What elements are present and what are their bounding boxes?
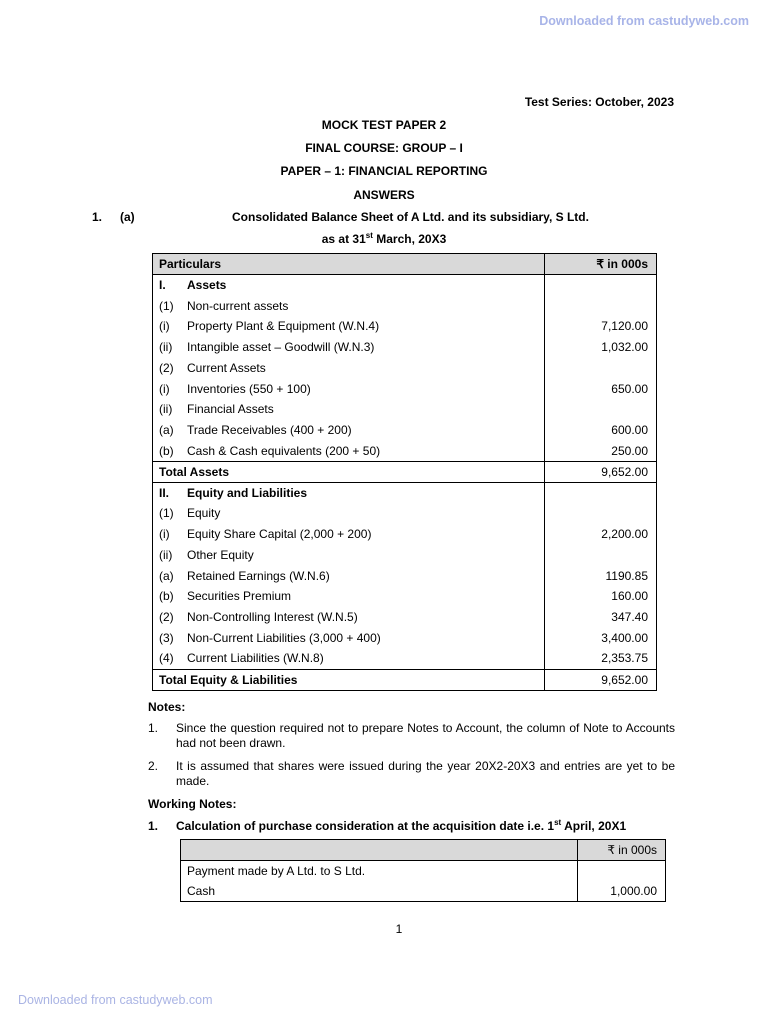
table-row [153, 482, 657, 503]
row-number: (3) [159, 630, 174, 645]
row-number: (1) [159, 506, 174, 521]
table-row [153, 420, 657, 441]
table-row [153, 316, 657, 337]
amount-header: ₹ in 000s [578, 840, 666, 861]
table-row [153, 358, 657, 379]
row-label: Current Assets [187, 360, 266, 375]
row-amount: 1,000.00 [578, 881, 666, 902]
row-amount: 2,200.00 [545, 524, 657, 545]
working-note-title-text: Calculation of purchase consideration at the acquisition date i.e. 1st April, 20X1 [176, 818, 627, 833]
page-number: 1 [395, 922, 403, 936]
row-number: (ii) [159, 340, 173, 355]
total-equity-liabilities-row [153, 669, 657, 690]
row-label: Equity [187, 506, 221, 521]
row-label: Trade Receivables (400 + 200) [187, 423, 352, 438]
row-amount [545, 275, 657, 296]
note-number: 1. [148, 721, 159, 735]
question-number: 1. [92, 210, 103, 224]
table-row [153, 441, 657, 462]
row-label: Payment made by A Ltd. to S Ltd. [181, 861, 578, 882]
row-label: Equity Share Capital (2,000 + 200) [187, 527, 372, 542]
table-row [153, 295, 657, 316]
table-header-row [181, 840, 666, 861]
row-label: Assets [187, 278, 227, 293]
row-amount: 600.00 [545, 420, 657, 441]
row-amount: 1,032.00 [545, 337, 657, 358]
table-row [153, 378, 657, 399]
watermark-top: Downloaded from castudyweb.com [539, 14, 749, 28]
course-title: FINAL COURSE: GROUP – I [305, 141, 463, 155]
row-amount [545, 482, 657, 503]
note-text: Since the question required not to prepare Notes to Account, the column of Note to Accounts had not been drawn. [176, 721, 675, 750]
note-item [148, 721, 675, 751]
amount-header: ₹ in 000s [545, 254, 657, 275]
row-amount: 2,353.75 [545, 648, 657, 669]
row-amount: 9,652.00 [545, 461, 657, 482]
table-row [153, 337, 657, 358]
question-subpart: (a) [120, 210, 135, 224]
note-number: 2. [148, 759, 159, 773]
row-label: Non-Current Liabilities (3,000 + 400) [187, 630, 381, 645]
row-amount: 347.40 [545, 607, 657, 628]
row-number: (a) [159, 423, 174, 438]
row-label: Non-current assets [187, 298, 289, 313]
balance-sheet-table [152, 253, 657, 691]
purchase-consideration-table [180, 839, 666, 902]
row-number: (i) [159, 381, 170, 396]
table-row [153, 648, 657, 669]
row-label: Total Equity & Liabilities [153, 669, 545, 690]
row-label: Cash [181, 881, 578, 902]
row-amount: 250.00 [545, 441, 657, 462]
row-number: (b) [159, 443, 174, 458]
table-row [153, 399, 657, 420]
row-amount: 650.00 [545, 378, 657, 399]
table-row [153, 607, 657, 628]
note-item [148, 759, 675, 789]
row-amount [545, 399, 657, 420]
row-label: Cash & Cash equivalents (200 + 50) [187, 443, 381, 458]
answers-heading: ANSWERS [353, 188, 415, 202]
test-series-label: Test Series: October, 2023 [524, 95, 674, 109]
row-label: Total Assets [153, 461, 545, 482]
row-number: (1) [159, 298, 174, 313]
particulars-header: Particulars [153, 254, 545, 275]
row-label: Intangible asset – Goodwill (W.N.3) [187, 340, 375, 355]
row-number: II. [159, 485, 170, 500]
watermark-bottom: Downloaded from castudyweb.com [18, 993, 213, 1007]
row-amount [578, 861, 666, 882]
row-amount: 9,652.00 [545, 669, 657, 690]
paper-subject: PAPER – 1: FINANCIAL REPORTING [280, 164, 488, 178]
row-number: (ii) [159, 402, 173, 417]
row-label: Inventories (550 + 100) [187, 381, 311, 396]
row-number: (i) [159, 319, 170, 334]
row-number: (i) [159, 527, 170, 542]
balance-sheet-date: as at 31st March, 20X3 [321, 231, 447, 246]
row-amount [545, 503, 657, 524]
table-row [153, 628, 657, 649]
row-label: Current Liabilities (W.N.8) [187, 651, 324, 666]
table-row [153, 565, 657, 586]
row-amount: 1190.85 [545, 565, 657, 586]
working-notes-heading: Working Notes: [148, 797, 237, 811]
row-number: (2) [159, 360, 174, 375]
row-number: (4) [159, 651, 174, 666]
row-number: (ii) [159, 547, 173, 562]
table-row [181, 881, 666, 902]
table-row [153, 503, 657, 524]
row-amount: 7,120.00 [545, 316, 657, 337]
row-label: Property Plant & Equipment (W.N.4) [187, 319, 380, 334]
row-amount [545, 358, 657, 379]
row-amount: 160.00 [545, 586, 657, 607]
paper-title: MOCK TEST PAPER 2 [321, 118, 447, 132]
particulars-header [181, 840, 578, 861]
row-number: (b) [159, 589, 174, 604]
row-amount [545, 295, 657, 316]
total-assets-row [153, 461, 657, 482]
table-header-row [153, 254, 657, 275]
table-row [153, 275, 657, 296]
table-row [153, 524, 657, 545]
row-label: Securities Premium [187, 589, 292, 604]
table-row [153, 545, 657, 566]
row-amount: 3,400.00 [545, 628, 657, 649]
note-text: It is assumed that shares were issued during the year 20X2-20X3 and entries are yet to be made. [176, 759, 675, 788]
row-label: Non-Controlling Interest (W.N.5) [187, 610, 358, 625]
row-label: Retained Earnings (W.N.6) [187, 568, 330, 583]
row-amount [545, 545, 657, 566]
row-number: I. [159, 278, 166, 293]
working-note-1-title [148, 818, 627, 833]
balance-sheet-title: Consolidated Balance Sheet of A Ltd. and its subsidiary, S Ltd. [232, 210, 589, 224]
notes-heading: Notes: [148, 700, 186, 714]
row-number: (2) [159, 610, 174, 625]
table-row [153, 586, 657, 607]
row-label: Other Equity [187, 547, 254, 562]
working-note-number: 1. [148, 819, 159, 833]
row-number: (a) [159, 568, 174, 583]
row-label: Equity and Liabilities [187, 485, 308, 500]
table-row [181, 861, 666, 882]
row-label: Financial Assets [187, 402, 274, 417]
